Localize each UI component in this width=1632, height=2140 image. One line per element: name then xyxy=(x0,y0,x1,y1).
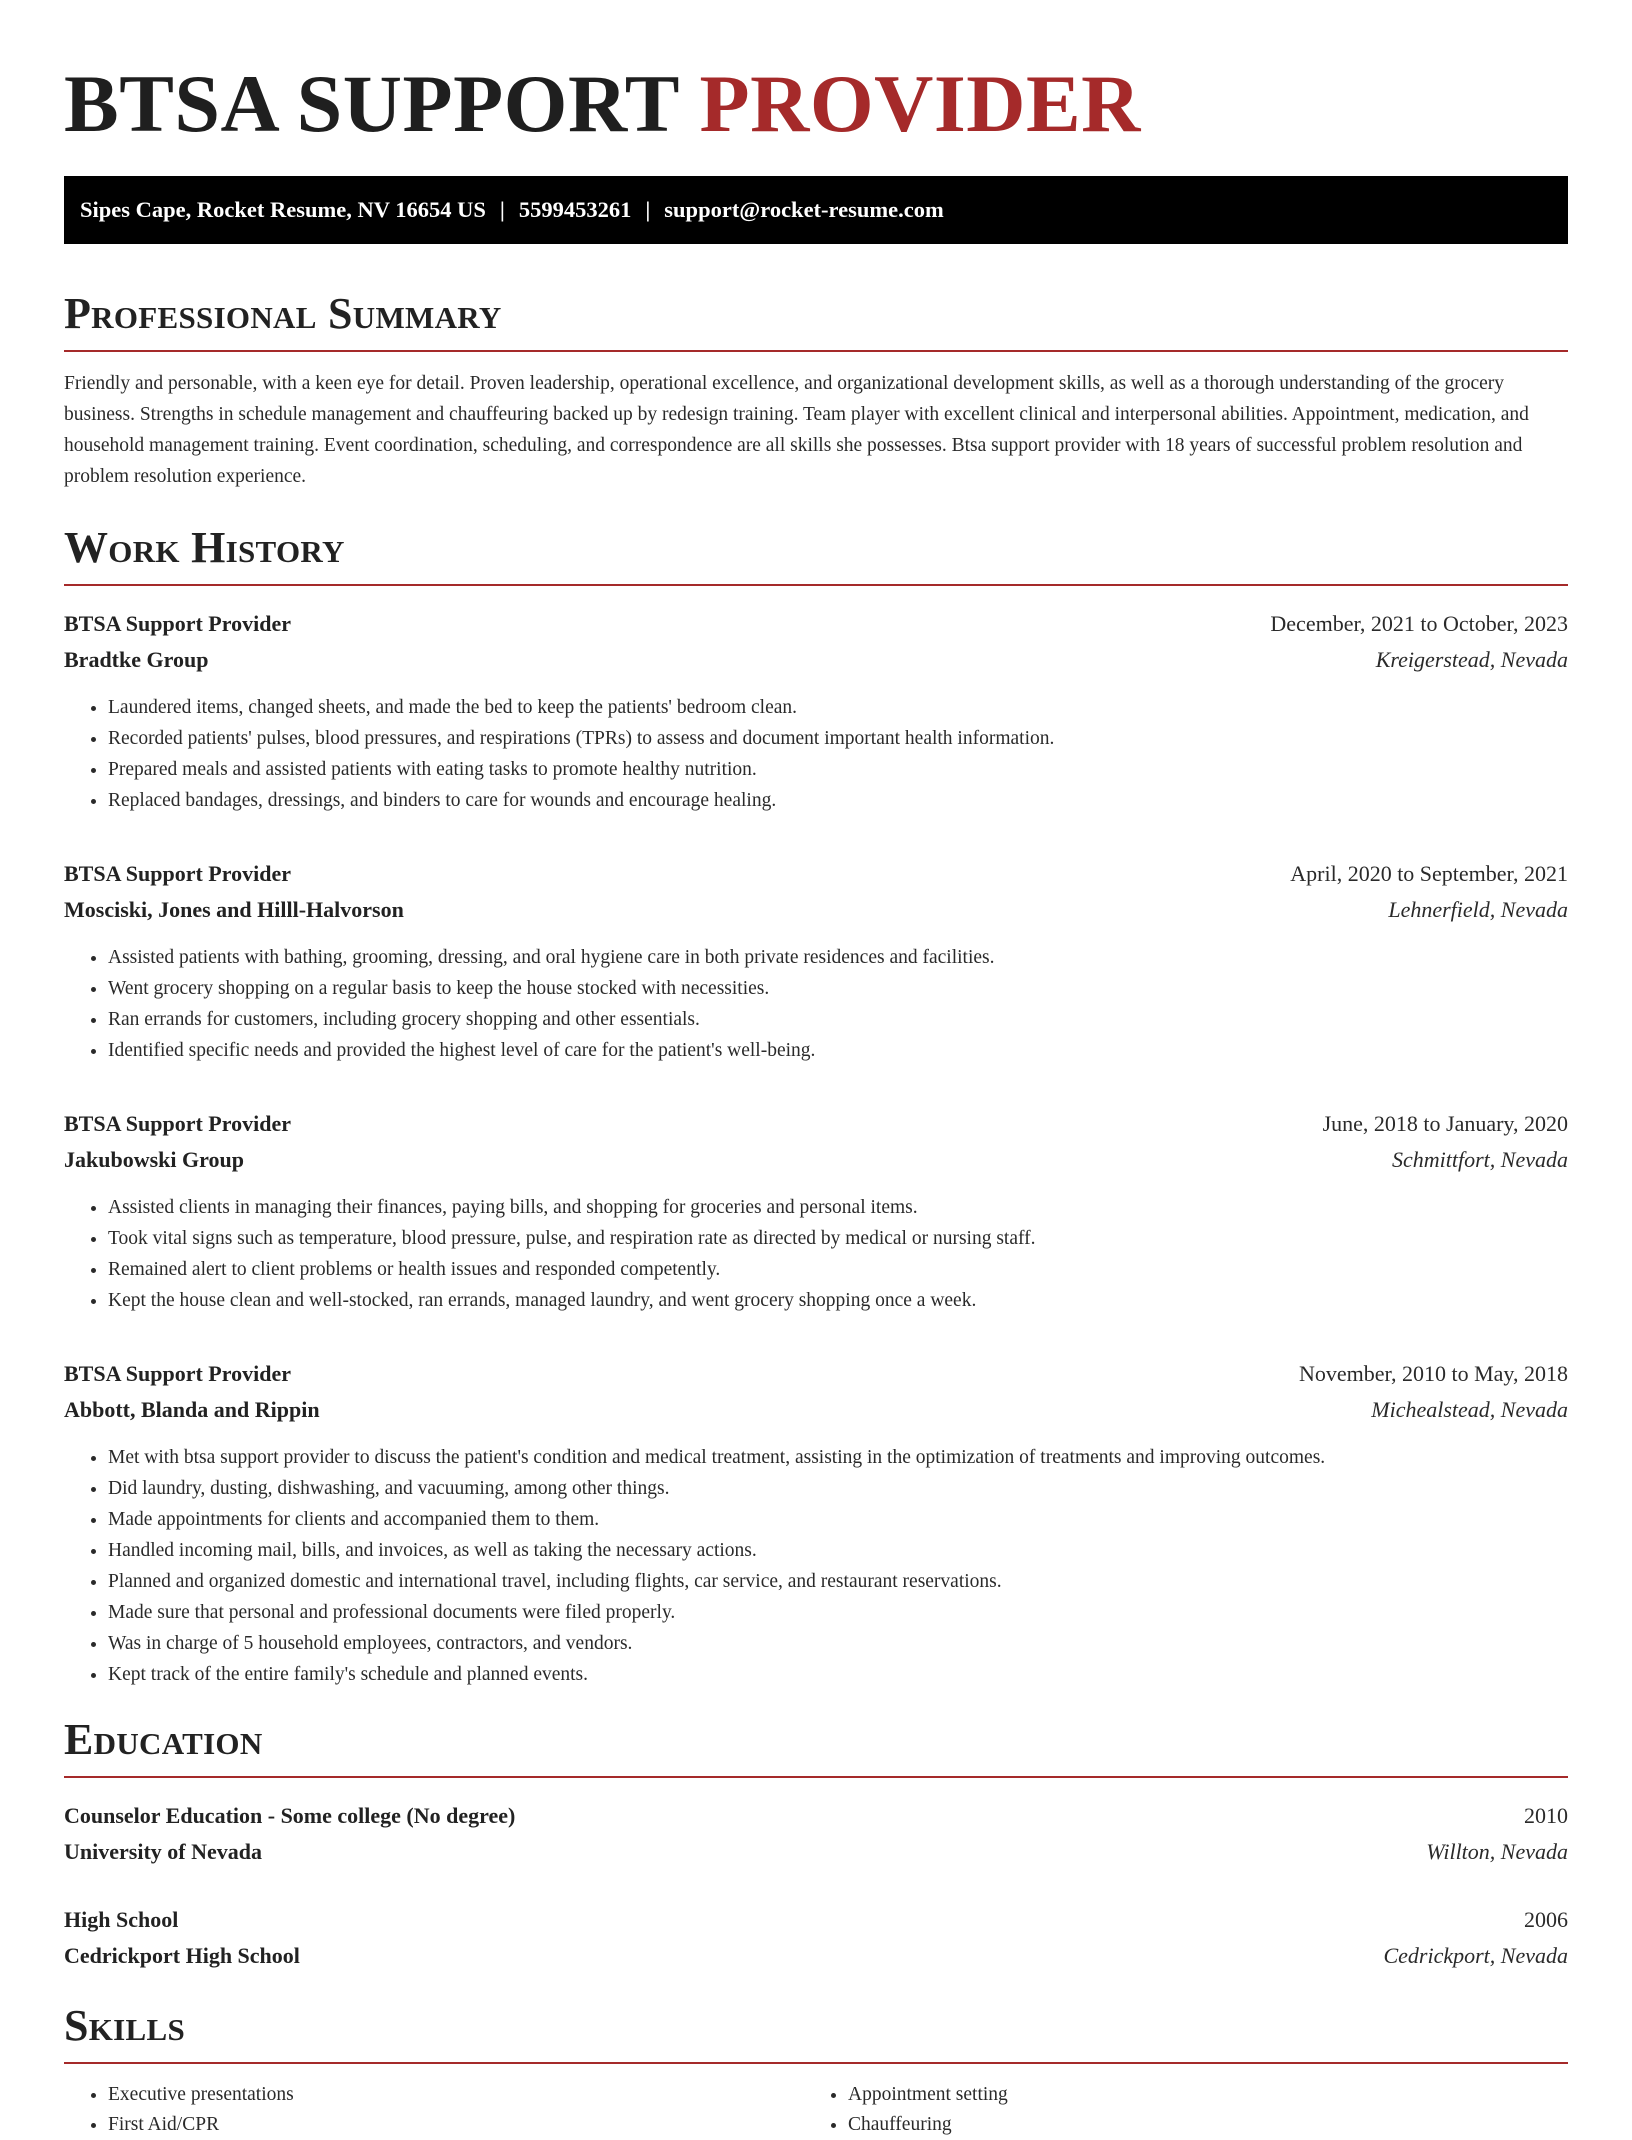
name-part-2: PROVIDER xyxy=(699,58,1141,149)
list-item: • Assisted patients with bathing, grooming, dressing, and oral hygiene care in both private residences and facilities. xyxy=(108,942,1568,973)
list-item: • Remained alert to client problems or health issues and responded competently. xyxy=(108,1254,1568,1285)
education-year: 2006 xyxy=(1524,1907,1568,1932)
job-subheader xyxy=(64,1392,1568,1428)
job-bullets xyxy=(64,692,1568,816)
education-entry xyxy=(64,1902,1568,1974)
section-divider xyxy=(64,584,1568,586)
candidate-name xyxy=(64,56,1568,152)
job-bullets xyxy=(64,942,1568,1066)
list-item: • Kept track of the entire family's schedule and planned events. xyxy=(108,1659,1568,1690)
contact-separator: | xyxy=(645,197,651,222)
list-item: • Met with btsa support provider to discuss the patient's condition and medical treatment, assisting in the optimization of treatments and improving outcomes. xyxy=(108,1442,1568,1473)
skills-list xyxy=(64,2080,1568,2140)
education-subheader xyxy=(64,1938,1568,1974)
job-subheader xyxy=(64,1142,1568,1178)
list-item: • Assisted clients in managing their finances, paying bills, and shopping for groceries and personal items. xyxy=(108,1192,1568,1223)
education-year: 2010 xyxy=(1524,1803,1568,1828)
skills-column-left xyxy=(64,2080,804,2140)
job-company: Jakubowski Group xyxy=(64,1147,244,1172)
list-item: • Made appointments for clients and accompanied them to them. xyxy=(108,1504,1568,1535)
summary-text: Friendly and personable, with a keen eye for detail. Proven leadership, operational excellence, and organizational development skills, as well as a thorough understanding of the grocery business. Strengths in schedule management and chauffeuring backed up by redesign training. Team player with excellent clinical and interpersonal abilities. Appointment, medication, and household management training. Event coordination, scheduling, and correspondence are all skills she possesses. Btsa support provider with 18 years of successful problem resolution and problem resolution experience. xyxy=(64,373,1529,487)
job-bullets xyxy=(64,1192,1568,1316)
job-company: Abbott, Blanda and Rippin xyxy=(64,1397,320,1422)
job-entry xyxy=(64,1106,1568,1316)
list-item: • Was in charge of 5 household employees, contractors, and vendors. xyxy=(108,1628,1568,1659)
list-item: • Executive presentations xyxy=(108,2080,804,2110)
education-school: Cedrickport High School xyxy=(64,1943,300,1968)
job-location: Schmittfort, Nevada xyxy=(1392,1147,1568,1172)
job-location: Lehnerfield, Nevada xyxy=(1388,897,1568,922)
list-item: • Made sure that personal and professional documents were filed properly. xyxy=(108,1597,1568,1628)
job-entry xyxy=(64,1356,1568,1690)
job-company: Bradtke Group xyxy=(64,647,209,672)
education-header xyxy=(64,1798,1568,1834)
job-header xyxy=(64,1106,1568,1142)
job-subheader xyxy=(64,642,1568,678)
job-dates: June, 2018 to January, 2020 xyxy=(1322,1111,1568,1136)
list-item: • Took vital signs such as temperature, blood pressure, pulse, and respiration rate as directed by medical or nursing staff. xyxy=(108,1223,1568,1254)
list-item: • Recorded patients' pulses, blood pressures, and respirations (TPRs) to assess and document important health information. xyxy=(108,723,1568,754)
education-entry xyxy=(64,1798,1568,1870)
education-subheader xyxy=(64,1834,1568,1870)
education-location: Willton, Nevada xyxy=(1426,1839,1568,1864)
list-item: • Ran errands for customers, including grocery shopping and other essentials. xyxy=(108,1004,1568,1035)
contact-separator: | xyxy=(499,197,505,222)
job-role: BTSA Support Provider xyxy=(64,1111,291,1136)
contact-phone: 5599453261 xyxy=(518,197,632,222)
section-title-skills: Skills xyxy=(64,2001,186,2050)
job-header xyxy=(64,856,1568,892)
list-item: • Went grocery shopping on a regular basis to keep the house stocked with necessities. xyxy=(108,973,1568,1004)
job-entry xyxy=(64,856,1568,1066)
job-subheader xyxy=(64,892,1568,928)
job-entry xyxy=(64,606,1568,816)
job-bullets xyxy=(64,1442,1568,1690)
contact-bar xyxy=(64,176,1568,244)
name-part-1: BTSA SUPPORT xyxy=(64,58,679,149)
list-item: • Handled incoming mail, bills, and invoices, as well as taking the necessary actions. xyxy=(108,1535,1568,1566)
contact-address: Sipes Cape, Rocket Resume, NV 16654 US xyxy=(80,197,486,222)
job-header xyxy=(64,1356,1568,1392)
list-item: • Appointment setting xyxy=(848,2080,1544,2110)
education-degree: Counselor Education - Some college (No degree) xyxy=(64,1803,516,1828)
list-item: • Did laundry, dusting, dishwashing, and vacuuming, among other things. xyxy=(108,1473,1568,1504)
list-item: • First Aid/CPR xyxy=(108,2110,804,2140)
job-role: BTSA Support Provider xyxy=(64,861,291,886)
list-item: • Laundered items, changed sheets, and made the bed to keep the patients' bedroom clean. xyxy=(108,692,1568,723)
section-divider xyxy=(64,350,1568,352)
list-item: • Identified specific needs and provided the highest level of care for the patient's well-being. xyxy=(108,1035,1568,1066)
section-divider xyxy=(64,2062,1568,2064)
section-title-work-history: Work History xyxy=(64,523,345,572)
list-item: • Chauffeuring xyxy=(848,2110,1544,2140)
job-dates: November, 2010 to May, 2018 xyxy=(1299,1361,1568,1386)
list-item: • Prepared meals and assisted patients with eating tasks to promote healthy nutrition. xyxy=(108,754,1568,785)
education-location: Cedrickport, Nevada xyxy=(1383,1943,1568,1968)
job-header xyxy=(64,606,1568,642)
section-title-education: Education xyxy=(64,1715,263,1764)
job-company: Mosciski, Jones and Hilll-Halvorson xyxy=(64,897,404,922)
skills-column-right xyxy=(804,2080,1544,2140)
job-role: BTSA Support Provider xyxy=(64,1361,291,1386)
job-dates: December, 2021 to October, 2023 xyxy=(1270,611,1568,636)
section-title-summary: Professional Summary xyxy=(64,289,502,338)
job-location: Michealstead, Nevada xyxy=(1371,1397,1568,1422)
section-divider xyxy=(64,1776,1568,1778)
contact-email: support@rocket-resume.com xyxy=(664,197,944,222)
education-header xyxy=(64,1902,1568,1938)
job-role: BTSA Support Provider xyxy=(64,611,291,636)
list-item: • Planned and organized domestic and international travel, including flights, car service, and restaurant reservations. xyxy=(108,1566,1568,1597)
education-degree: High School xyxy=(64,1907,179,1932)
education-school: University of Nevada xyxy=(64,1839,262,1864)
list-item: • Kept the house clean and well-stocked, ran errands, managed laundry, and went grocery shopping once a week. xyxy=(108,1285,1568,1316)
job-dates: April, 2020 to September, 2021 xyxy=(1290,861,1568,886)
job-location: Kreigerstead, Nevada xyxy=(1375,647,1568,672)
list-item: • Replaced bandages, dressings, and binders to care for wounds and encourage healing. xyxy=(108,785,1568,816)
